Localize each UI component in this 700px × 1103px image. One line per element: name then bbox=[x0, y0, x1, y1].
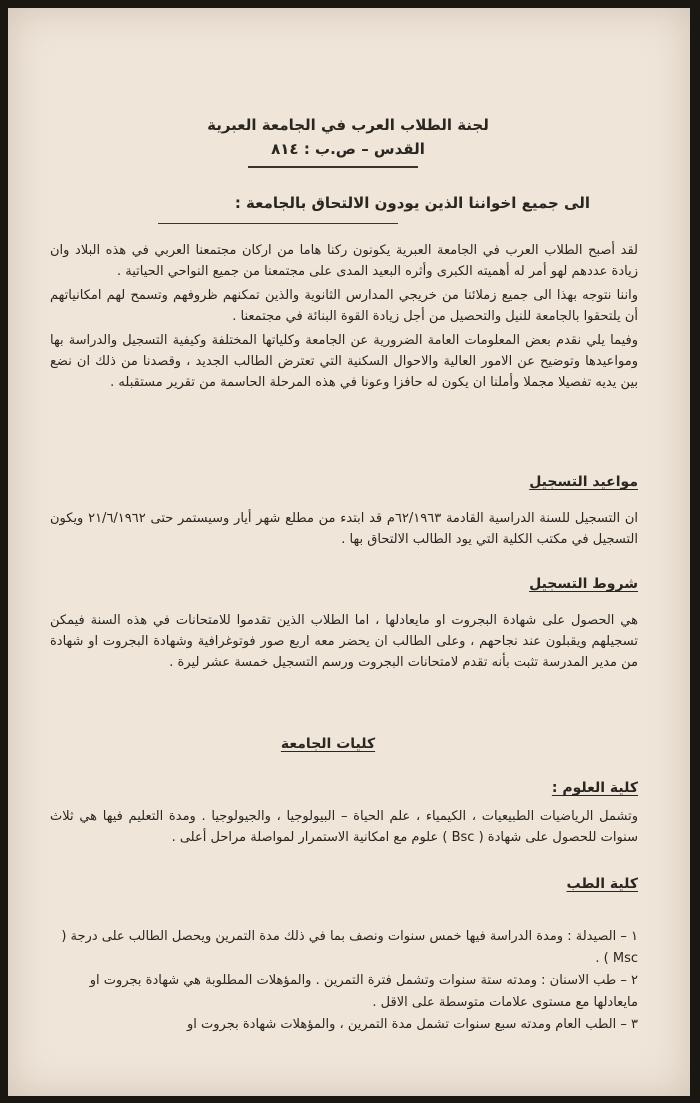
letterhead-org: لجنة الطلاب العرب في الجامعة العبرية bbox=[207, 116, 489, 134]
intro-section bbox=[50, 240, 638, 396]
faculties-heading: كليات الجامعة bbox=[280, 736, 376, 752]
letterhead-address: القدس – ص.ب : ٨١٤ bbox=[271, 140, 425, 158]
document-page bbox=[8, 8, 690, 1096]
medicine-item-dentistry: ٢ – طب الاسنان : ومدته ستة سنوات وتشمل فترة التمرين . والمؤهلات المطلوبة هي شهادة بجروت او مايعادلها مع مستوى علامات متوسطة على الاقل . bbox=[89, 973, 638, 1010]
science-text: وتشمل الرياضيات الطبيعيات ، الكيمياء ، علم الحياة – البيولوجيا ، والجيولوجيا . ومدة التعليم فيها هي ثلاث سنوات للحصول على شهادة ( Bsc ) علوم مع امكانية الاستمرار لمواصلة مراحل أعلى . bbox=[50, 809, 638, 845]
salutation-divider bbox=[158, 223, 398, 224]
intro-paragraph-1: لقد أصبح الطلاب العرب في الجامعة العبرية يكونون ركنا هاما من اركان مجتمعنا العربي في هذه البلاد وان زيادة عددهم لهو أمر له أهميته الكبرى وأثره البعيد المدى على مجتمعنا من جميع النواحي الحياتية . bbox=[50, 243, 638, 279]
intro-paragraph-3: وفيما يلي نقدم بعض المعلومات العامة الضرورية عن الجامعة وكلياتها المختلفة وكيفية التسجيل والدراسة بها ومواعيدها وتوضيح عن الامور العالية والاحوال السكنية التي تعترض الطالب الجديد ، وقصدنا من ذلك ان نضع بين يديه تفصيلا مجملا وأملنا ان يكون له حافزا وعونا في هذه المرحلة الحاسمة من تقرير مستقبله . bbox=[50, 333, 638, 390]
medicine-item-general: ٣ – الطب العام ومدته سبع سنوات تشمل مدة التمرين ، والمؤهلات شهادة بجروت او bbox=[187, 1017, 638, 1032]
registration-heading: مواعيد التسجيل bbox=[529, 474, 638, 490]
medicine-item-pharmacy: ١ – الصيدلة : ومدة الدراسة فيها خمس سنوات ونصف بما في ذلك مدة التمرين ويحصل الطالب على درجة ( Msc ) . bbox=[61, 929, 638, 966]
medicine-list bbox=[50, 926, 638, 1036]
intro-paragraph-2: واننا نتوجه بهذا الى جميع زملائنا من خريجي المدارس الثانوية والذين تمكنهم ظروفهم وتسمح لهم امكانياتهم أن يلتحقوا بالجامعة للنيل والتحصيل من أجل زيادة القوة البنائة في مجتمعنا . bbox=[50, 288, 638, 324]
conditions-heading: شروط التسجيل bbox=[529, 576, 638, 592]
science-heading: كلية العلوم : bbox=[551, 780, 638, 796]
registration-text: ان التسجيل للسنة الدراسية القادمة ٦٢/١٩٦٣م قد ابتدء من مطلع شهر أيار وسيستمر حتى ٢١/٦/١٩٦٢ ويكون التسجيل في مكتب الكلية التي يود الطالب الالتحاق بها . bbox=[50, 511, 639, 547]
salutation: الى جميع اخواننا الذين يودون الالتحاق بالجامعة : bbox=[234, 194, 590, 212]
medicine-heading: كلية الطب bbox=[566, 876, 638, 892]
conditions-text: هي الحصول على شهادة البجروت او مايعادلها ، اما الطلاب الذين تقدموا للامتحانات في هذه السنة فيمكن تسجيلهم ويقبلون عند نجاحهم ، وعلى الطالب ان يحضر معه اربع صور فوتوغرافية وشهادة البجروت او شهادة من مدير المدرسة تثبت بأنه تقدم لامتحانات البجروت ورسم التسجيل خمسة عشر ليرة . bbox=[50, 613, 638, 670]
header-divider bbox=[248, 166, 418, 168]
